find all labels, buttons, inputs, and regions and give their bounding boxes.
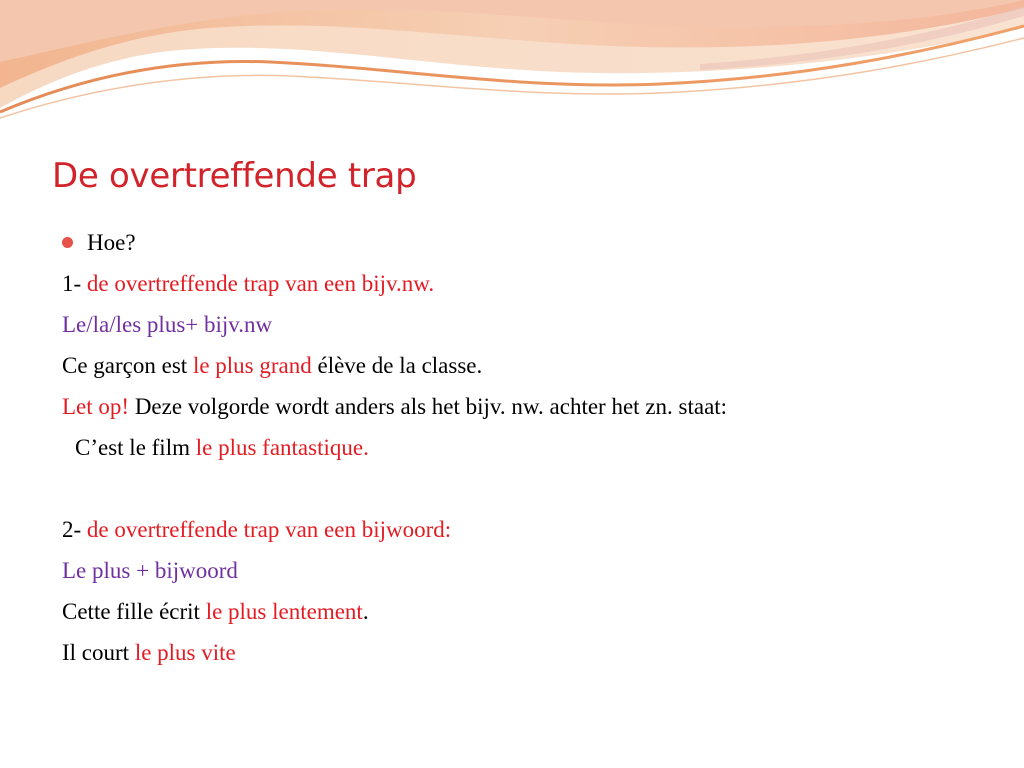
slide-title: De overtreffende trap [52, 156, 417, 196]
text-segment: Cette fille écrit [62, 599, 206, 624]
text-segment: le plus vite [134, 640, 236, 665]
body-line [57, 222, 1002, 263]
text-segment: Deze volgorde wordt anders als het bijv. nw. achter het zn. staat: [129, 394, 728, 419]
text-segment: Le/la/les plus+ bijv.nw [62, 312, 273, 337]
text-segment: le plus fantastique. [195, 435, 369, 460]
text-segment: C’est le film [75, 435, 196, 460]
text-segment: le plus grand [192, 353, 312, 378]
text-segment: Hoe? [87, 230, 136, 255]
decorative-wave-banner [0, 0, 1024, 130]
slide-body [62, 222, 1002, 673]
text-segment: Il court [62, 640, 135, 665]
body-line [62, 632, 1002, 673]
text-segment: . [362, 599, 369, 624]
text-segment: de overtreffende trap van een bijwoord: [86, 517, 452, 542]
text-segment: Let op! [62, 394, 130, 419]
body-line [62, 591, 1002, 632]
text-segment: le plus lentement [205, 599, 363, 624]
body-line [62, 304, 1002, 345]
blank-line [62, 468, 1002, 509]
bullet-icon [62, 237, 73, 248]
body-line [62, 509, 1002, 550]
text-segment: 2- [62, 517, 87, 542]
body-line [62, 427, 1002, 468]
body-line [62, 386, 1002, 427]
text-segment: Le plus + bijwoord [62, 558, 238, 583]
body-line [62, 550, 1002, 591]
text-segment: 1- [62, 271, 87, 296]
body-line [62, 263, 1002, 304]
body-line [62, 345, 1002, 386]
text-segment: Ce garçon est [62, 353, 193, 378]
text-segment: de overtreffende trap van een bijv.nw. [86, 271, 435, 296]
text-segment: élève de la classe. [311, 353, 483, 378]
